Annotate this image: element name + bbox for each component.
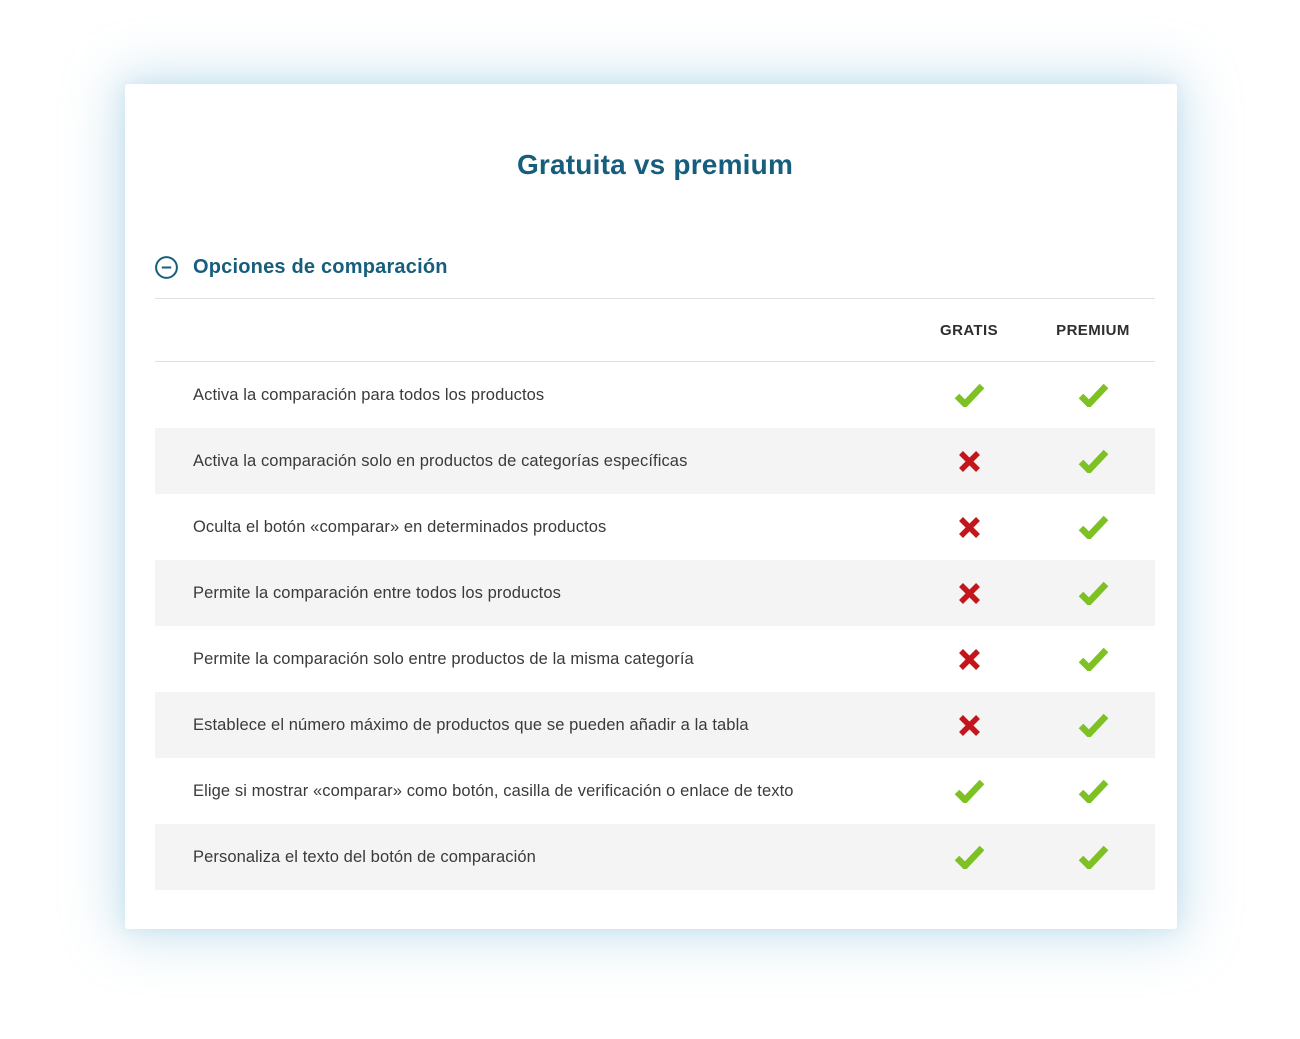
table-row bbox=[155, 626, 1155, 692]
gratis-mark bbox=[907, 713, 1031, 738]
table-row bbox=[155, 428, 1155, 494]
gratis-mark bbox=[907, 581, 1031, 606]
cross-icon bbox=[957, 713, 982, 738]
feature-label: Establece el número máximo de productos que se pueden añadir a la tabla bbox=[193, 715, 749, 734]
check-icon bbox=[954, 845, 985, 869]
check-icon bbox=[1078, 845, 1109, 869]
premium-mark bbox=[1031, 581, 1155, 605]
column-header-gratis: GRATIS bbox=[940, 321, 998, 339]
check-icon bbox=[1078, 383, 1109, 407]
gratis-mark bbox=[907, 515, 1031, 540]
table-row bbox=[155, 758, 1155, 824]
cross-icon bbox=[957, 581, 982, 606]
section-title: Opciones de comparación bbox=[193, 256, 448, 278]
table-row bbox=[155, 824, 1155, 890]
premium-mark bbox=[1031, 449, 1155, 473]
table-row bbox=[155, 362, 1155, 428]
page-title: Gratuita vs premium bbox=[516, 149, 794, 180]
cross-icon bbox=[957, 647, 982, 672]
table-row bbox=[155, 692, 1155, 758]
cross-icon bbox=[957, 515, 982, 540]
check-icon bbox=[1078, 779, 1109, 803]
table-header-row bbox=[155, 299, 1155, 362]
section-header-toggle[interactable] bbox=[155, 254, 1155, 280]
gratis-mark bbox=[907, 845, 1031, 869]
feature-label: Permite la comparación entre todos los productos bbox=[193, 583, 561, 602]
check-icon bbox=[1078, 449, 1109, 473]
premium-mark bbox=[1031, 845, 1155, 869]
comparison-table bbox=[155, 298, 1155, 890]
check-icon bbox=[954, 383, 985, 407]
gratis-mark bbox=[907, 449, 1031, 474]
feature-label: Personaliza el texto del botón de comparación bbox=[193, 847, 536, 866]
feature-label: Oculta el botón «comparar» en determinados productos bbox=[193, 517, 607, 536]
check-icon bbox=[1078, 515, 1109, 539]
premium-mark bbox=[1031, 713, 1155, 737]
premium-mark bbox=[1031, 779, 1155, 803]
table-body bbox=[155, 362, 1155, 890]
check-icon bbox=[1078, 647, 1109, 671]
check-icon bbox=[1078, 581, 1109, 605]
cross-icon bbox=[957, 449, 982, 474]
table-row bbox=[155, 560, 1155, 626]
feature-label: Activa la comparación para todos los productos bbox=[193, 385, 545, 404]
feature-label: Activa la comparación solo en productos de categorías específicas bbox=[193, 451, 688, 470]
comparison-card bbox=[125, 84, 1177, 929]
premium-mark bbox=[1031, 515, 1155, 539]
feature-label: Elige si mostrar «comparar» como botón, casilla de verificación o enlace de texto bbox=[193, 781, 794, 800]
gratis-mark bbox=[907, 383, 1031, 407]
premium-mark bbox=[1031, 383, 1155, 407]
column-header-premium: PREMIUM bbox=[1056, 321, 1130, 339]
check-icon bbox=[954, 779, 985, 803]
table-row bbox=[155, 494, 1155, 560]
gratis-mark bbox=[907, 779, 1031, 803]
premium-mark bbox=[1031, 647, 1155, 671]
gratis-mark bbox=[907, 647, 1031, 672]
minus-circle-icon[interactable] bbox=[155, 256, 178, 279]
feature-label: Permite la comparación solo entre productos de la misma categoría bbox=[193, 649, 694, 668]
check-icon bbox=[1078, 713, 1109, 737]
